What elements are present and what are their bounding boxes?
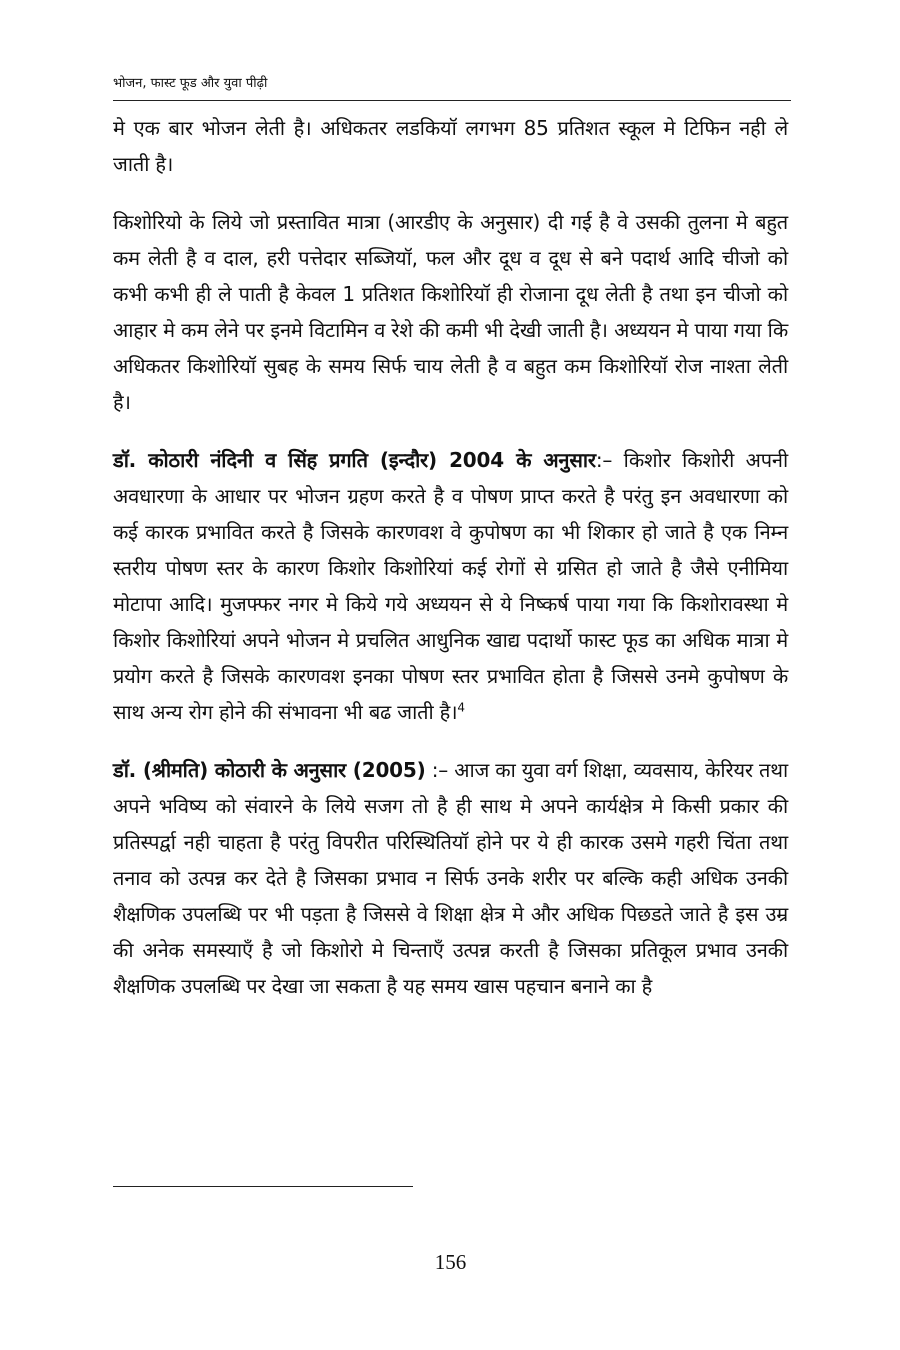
paragraph-4-text: :– आज का युवा वर्ग शिक्षा, व्यवसाय, केरियर तथा अपने भविष्य को संवारने के लिये सजग तो है ही साथ मे अपने कार्यक्षेत्र मे किसी प्रकार की प्रतिस्पर्द्वा नही चाहता है परंतु विपरीत परिस्थितियॉ होने पर ये ही कारक उसमे गहरी चिंता तथा तनाव को उत्पन्न कर देते है जिसका प्रभाव न सिर्फ उनके शरीर पर बल्कि कही अधिक उनकी शैक्षणिक उपलब्धि पर भी पड़ता है जिससे वे शिक्षा क्षेत्र मे और अधिक पिछडते जाते है इस उम्र की अनेक समस्याएँ है जो किशोरो मे चिन्ताएँ उत्पन्न करती है जिसका प्रतिकूल प्रभाव उनकी शैक्षणिक उपलब्धि पर देखा जा सकता है यह समय खास पहचान बनाने का है (113, 758, 788, 998)
header-rule (113, 100, 791, 101)
citation-lead-kothari-singh: डॉ. कोठारी नंदिनी व सिंह प्रगति (इन्दौर) 2004 के अनुसार (113, 448, 596, 472)
paragraph-2 (113, 204, 788, 420)
page-number: 156 (434, 1250, 467, 1274)
document-page (113, 0, 790, 1350)
paragraph-1-text: मे एक बार भोजन लेती है। अधिकतर लडकियॉ लगभग 85 प्रतिशत स्कूल मे टिफिन नही ले जाती है। (113, 116, 788, 176)
paragraph-2-text: किशोरियो के लिये जो प्रस्तावित मात्रा (आरडीए के अनुसार) दी गई है वे उसकी तुलना मे बहुत कम लेती है व दाल, हरी पत्तेदार सब्जियॉ, फल और दूध व दूध से बने पदार्थ आदि चीजो को कभी कभी ही ले पाती है केवल 1 प्रतिशत किशोरियॉ ही रोजाना दूध लेती है तथा इन चीजो को आहार मे कम लेने पर इनमे विटामिन व रेशे की कमी भी देखी जाती है। अध्ययन मे पाया गया कि अधिकतर किशोरियॉ सुबह के समय सिर्फ चाय लेती है व बहुत कम किशोरियॉ रोज नाश्ता लेती है। (113, 210, 788, 414)
paragraph-3-text: :– किशोर किशोरी अपनी अवधारणा के आधार पर भोजन ग्रहण करते है व पोषण प्राप्त करते है परंतु इन अवधारणा को कई कारक प्रभावित करते है जिसके कारणवश वे कुपोषण का भी शिकार हो जाते है एक निम्न स्तरीय पोषण स्तर के कारण किशोर किशोरियां कई रोगों से ग्रसित हो जाते है जैसे एनीमिया मोटापा आदि। मुजफ्फर नगर मे किये गये अध्ययन से ये निष्कर्ष पाया गया कि किशोरावस्था मे किशोर किशोरियां अपने भोजन मे प्रचलित आधुनिक खाद्य पदार्थो फास्ट फूड का अधिक मात्रा मे प्रयोग करते है जिसके कारणवश इनका पोषण स्तर प्रभावित होता है जिससे उनमे कुपोषण के साथ अन्य रोग होने की संभावना भी बढ जाती है। (113, 448, 788, 724)
paragraph-3 (113, 442, 788, 730)
footnote-ref-4[interactable]: 4 (457, 700, 465, 715)
running-header: भोजन, फास्ट फूड और युवा पीढ़ी (113, 76, 268, 91)
body-text (113, 110, 788, 1026)
paragraph-1 (113, 110, 788, 182)
paragraph-4 (113, 752, 788, 1004)
citation-lead-kothari-2005: डॉ. (श्रीमति) कोठारी के अनुसार (2005) (113, 758, 426, 782)
footnote-rule (113, 1186, 413, 1187)
